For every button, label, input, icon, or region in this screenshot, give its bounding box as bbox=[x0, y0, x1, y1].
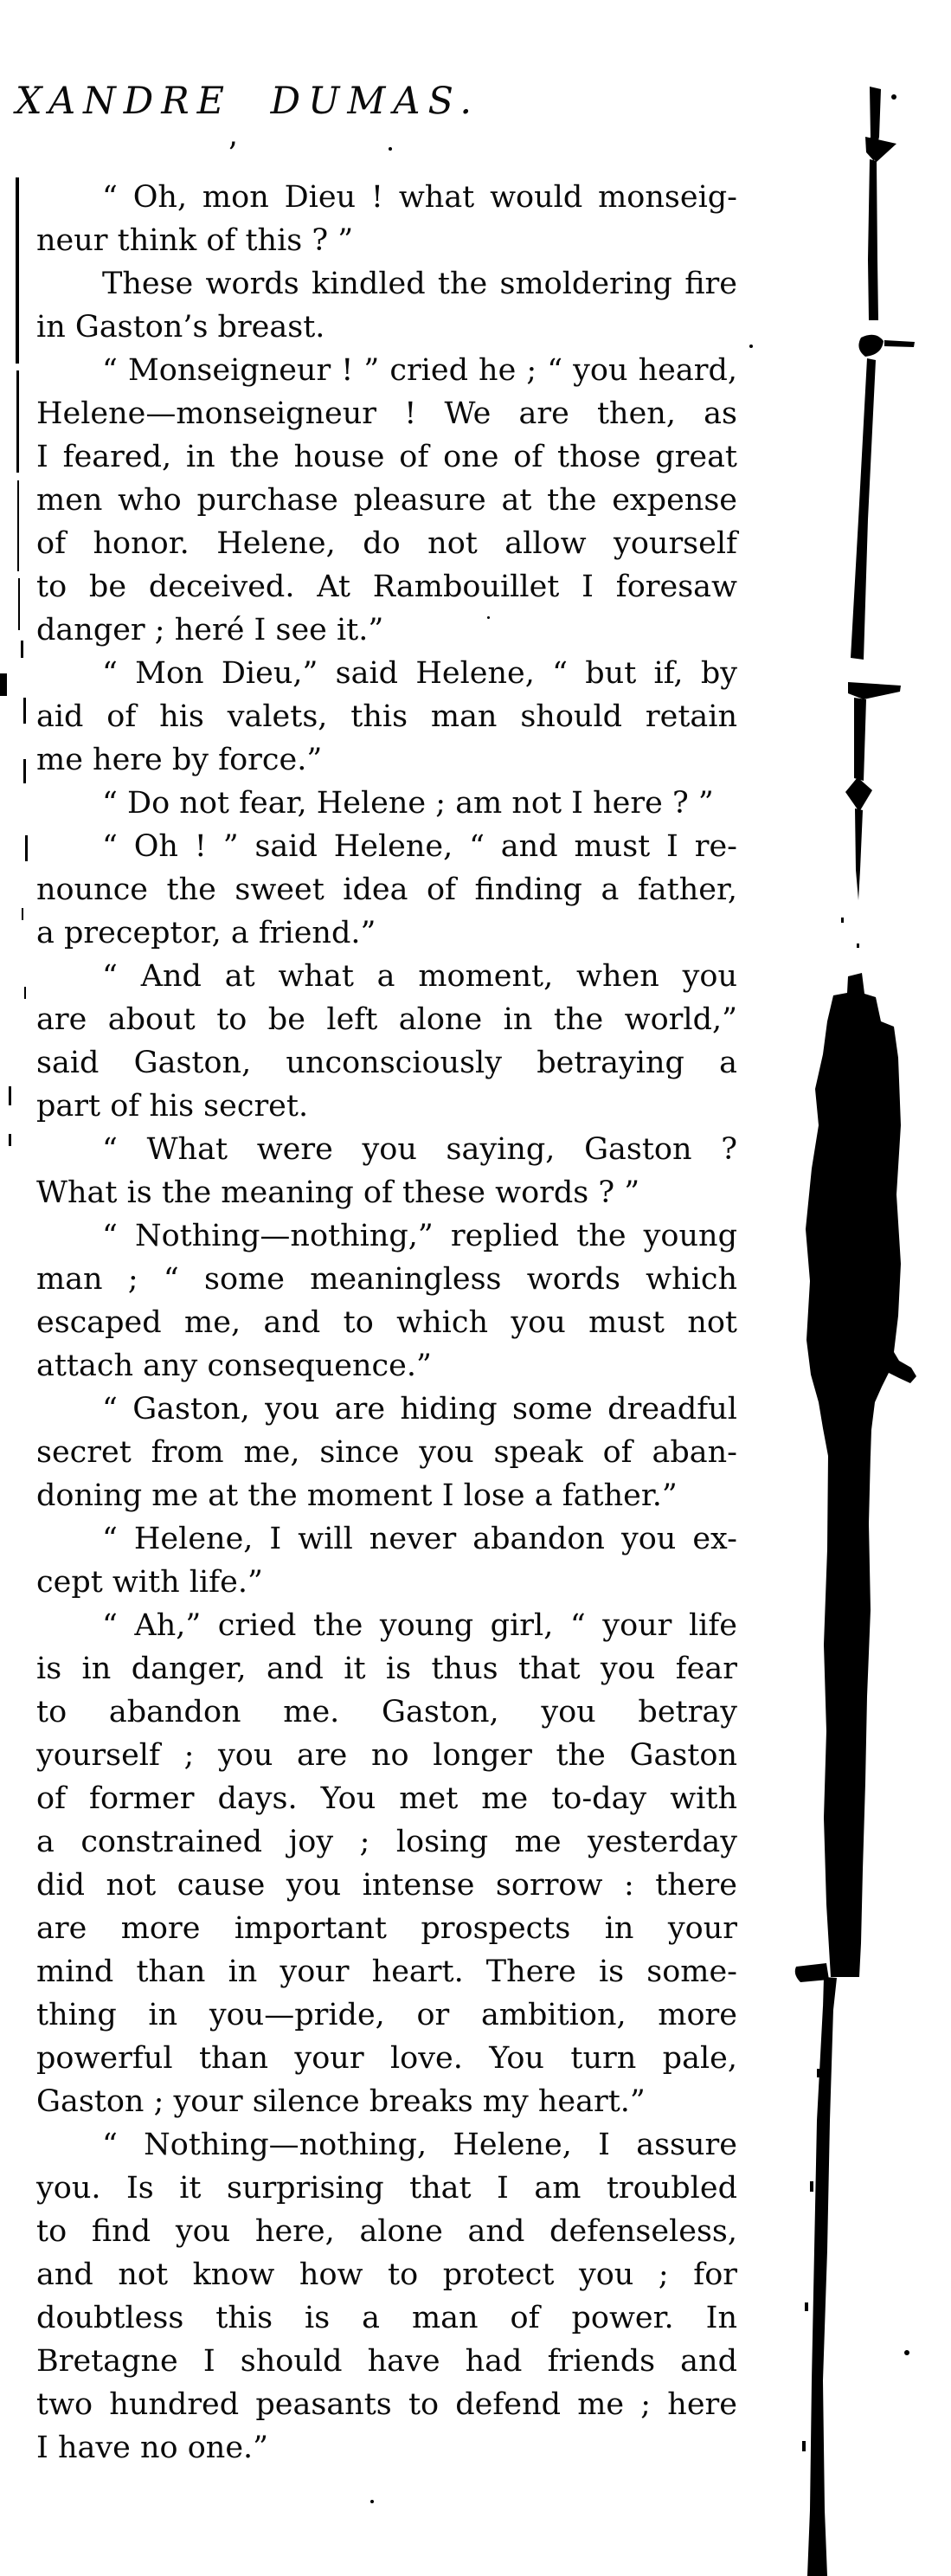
ink-speck-artifact bbox=[389, 147, 392, 151]
text-line: doning me at the moment I lose a father.” bbox=[36, 1478, 678, 1513]
running-header: XANDRE DUMAS. bbox=[16, 80, 480, 123]
text-line: aid of his valets, this man should retain bbox=[36, 699, 737, 734]
text-line: danger ; heré I see it.” bbox=[36, 613, 384, 647]
left-margin-rule-artifact bbox=[16, 370, 19, 473]
text-line: “ Do not fear, Helene ; am not I here ? ” bbox=[102, 786, 714, 821]
left-margin-tick-artifact bbox=[25, 835, 28, 861]
text-line: “ Nothing—nothing,” replied the young bbox=[102, 1219, 737, 1253]
ink-speck-artifact bbox=[749, 345, 753, 348]
text-line: powerful than your love. You turn pale, bbox=[36, 2041, 737, 2076]
text-line: did not cause you intense sorrow : there bbox=[36, 1868, 737, 1903]
left-margin-tick-artifact bbox=[0, 673, 7, 696]
text-line: “ Oh, mon Dieu ! what would monseig- bbox=[102, 180, 737, 215]
text-line: escaped me, and to which you must not bbox=[36, 1305, 737, 1340]
text-line: to find you here, alone and defenseless, bbox=[36, 2214, 737, 2249]
text-line: attach any consequence.” bbox=[36, 1349, 432, 1383]
text-line: a constrained joy ; losing me yesterday bbox=[36, 1825, 737, 1859]
text-line: of former days. You met me to-day with bbox=[36, 1781, 737, 1816]
text-line: “ What were you saying, Gaston ? bbox=[102, 1132, 737, 1167]
text-line: are more important prospects in your bbox=[36, 1911, 737, 1946]
ink-speck-artifact bbox=[487, 616, 490, 619]
text-line: of honor. Helene, do not allow yourself bbox=[36, 526, 737, 561]
text-line: Bretagne I should have had friends and bbox=[36, 2344, 737, 2379]
text-line: neur think of this ? ” bbox=[36, 223, 354, 258]
text-line: nounce the sweet idea of finding a father, bbox=[36, 873, 737, 907]
text-line: a preceptor, a friend.” bbox=[36, 916, 376, 950]
text-line: thing in you—pride, or ambition, more bbox=[36, 1998, 737, 2032]
text-line: These words kindled the smoldering fire bbox=[102, 267, 737, 301]
left-margin-tick-artifact bbox=[23, 698, 26, 724]
text-line: me here by force.” bbox=[36, 743, 323, 777]
left-margin-rule-artifact bbox=[16, 177, 19, 364]
text-line: part of his secret. bbox=[36, 1089, 309, 1124]
left-margin-tick-artifact bbox=[21, 641, 23, 658]
text-line: yourself ; you are no longer the Gaston bbox=[36, 1738, 737, 1773]
text-line: in Gaston’s breast. bbox=[36, 310, 325, 345]
text-line: I feared, in the house of one of those great bbox=[36, 440, 737, 474]
text-line: What is the meaning of these words ? ” bbox=[36, 1175, 640, 1210]
text-line: to abandon me. Gaston, you betray bbox=[36, 1695, 737, 1729]
text-line: “ Oh ! ” said Helene, “ and must I re- bbox=[102, 829, 737, 864]
text-column bbox=[36, 176, 737, 2470]
text-line: two hundred peasants to defend me ; here bbox=[36, 2387, 737, 2422]
text-line: “ Ah,” cried the young girl, “ your life bbox=[102, 1608, 737, 1643]
text-line: and not know how to protect you ; for bbox=[36, 2257, 737, 2292]
text-line: are about to be left alone in the world,” bbox=[36, 1002, 737, 1037]
text-line: “ Helene, I will never abandon you ex- bbox=[102, 1522, 737, 1556]
text-line: man ; “ some meaningless words which bbox=[36, 1262, 737, 1297]
text-line: “ And at what a moment, when you bbox=[102, 959, 737, 994]
left-margin-tick-artifact bbox=[23, 759, 26, 783]
text-line: said Gaston, unconsciously betraying a bbox=[36, 1046, 737, 1080]
left-margin-tick-artifact bbox=[9, 1086, 11, 1105]
left-margin-rule-artifact bbox=[17, 480, 19, 571]
text-line: “ Nothing—nothing, Helene, I assure bbox=[102, 2128, 737, 2162]
text-line: “ Monseigneur ! ” cried he ; “ you heard, bbox=[102, 353, 737, 388]
left-margin-tick-artifact bbox=[22, 908, 23, 920]
binding-edge-artifact bbox=[779, 0, 951, 2576]
text-line: secret from me, since you speak of aban- bbox=[36, 1435, 737, 1470]
ink-speck-artifact bbox=[370, 2500, 374, 2503]
text-line: mind than in your heart. There is some- bbox=[36, 1955, 737, 1989]
text-line: Gaston ; your silence breaks my heart.” bbox=[36, 2084, 646, 2119]
text-line: doubtless this is a man of power. In bbox=[36, 2301, 737, 2335]
left-margin-tick-artifact bbox=[24, 987, 26, 999]
left-margin-tick-artifact bbox=[9, 1134, 11, 1146]
text-line: is in danger, and it is thus that you fear bbox=[36, 1652, 737, 1686]
text-line: you. Is it surprising that I am troubled bbox=[36, 2171, 737, 2206]
text-line: men who purchase pleasure at the expense bbox=[36, 483, 737, 518]
text-line: “ Mon Dieu,” said Helene, “ but if, by bbox=[102, 656, 737, 691]
text-line: cept with life.” bbox=[36, 1565, 263, 1600]
text-line: Helene—monseigneur ! We are then, as bbox=[36, 396, 737, 431]
stray-apostrophe-artifact: ’ bbox=[228, 137, 238, 172]
text-line: to be deceived. At Rambouillet I foresaw bbox=[36, 570, 737, 604]
text-line: I have no one.” bbox=[36, 2431, 269, 2465]
left-margin-rule-artifact bbox=[18, 578, 20, 630]
text-line: “ Gaston, you are hiding some dreadful bbox=[102, 1392, 737, 1426]
